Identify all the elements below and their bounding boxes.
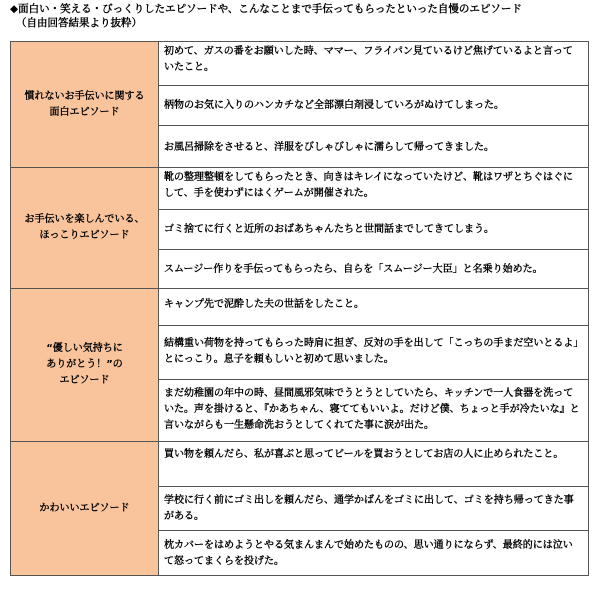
episode-text: 買い物を頼んだら、私が喜ぶと思ってビールを買おうとしてお店の人に止められたこと。 [164, 449, 564, 460]
table-row [11, 289, 589, 326]
table-row [11, 168, 589, 210]
episode-cell [159, 250, 589, 289]
episode-table [10, 41, 589, 576]
episode-text: 靴の整理整頓をしてもらったとき、向きはキレイになっていたけど、靴はワザとちぐはぐにして、手を使わずにはくゲームが開催された。 [164, 172, 573, 199]
page-subtitle: （自由回答結果より抜粋） [16, 17, 142, 29]
episode-cell [159, 326, 589, 380]
category-label-line: 面白エピソード [49, 106, 120, 118]
category-label-line: ほっこりエピソード [39, 230, 130, 241]
category-label-line: エピソード [59, 375, 110, 386]
episode-text: 結構重い荷物を持ってもらった時肩に担ぎ、反対の手を出して「こっちの手まだ空いとるよ」とにっこり。息子を頼もしいと初めて思いました。 [164, 338, 579, 365]
episode-cell [159, 210, 589, 250]
table-row [11, 442, 589, 487]
category-cell [11, 42, 159, 168]
episode-text: まだ幼稚園の年中の時、昼間風邪気味でうとうとしていたら、キッチンで一人食器を洗っていた。声を掛けると、『かあちゃん、寝ててもいいよ。だけど僕、ちょっと手が冷たいな』と言いながらも一生懸命洗おうとしてくれてた事に涙が出た。 [164, 388, 580, 431]
episode-cell [159, 531, 589, 576]
episode-text: キャンプ先で泥酔した夫の世話をしたこと。 [164, 299, 364, 310]
episode-text: 柄物のお気に入りのハンカチなど全部漂白剤浸していろがぬけてしまった。 [164, 100, 504, 111]
table-row [11, 42, 589, 86]
category-cell [11, 289, 159, 442]
episode-cell [159, 42, 589, 86]
category-label-line: お手伝いを楽しんでいる、 [24, 214, 145, 225]
category-label-line: “優しい気持ちに [46, 343, 123, 354]
category-label-line: 慣れないお手伝いに関する [24, 90, 145, 102]
episode-text: お風呂掃除をさせると、洋服をびしゃびしゃに濡らして帰ってきました。 [164, 142, 494, 153]
page-title: ◆面白い・笑える・びっくりしたエピソードや、こんなことまで手伝ってもらったといった自慢のエピソード [10, 3, 522, 15]
episode-cell [159, 380, 589, 442]
episode-text: 枕カバーをはめようとやる気まんまんで始めたものの、思い通りにならず、最終的には泣いて怒ってまくらを投げた。 [164, 540, 573, 567]
category-cell [11, 442, 159, 576]
episode-cell [159, 168, 589, 210]
episode-cell [159, 86, 589, 126]
episode-text: スムージー作りを手伝ってもらったら、自らを「スムージー大臣」と名乗り始めた。 [164, 264, 543, 275]
category-label-line: かわいいエピソード [39, 502, 130, 514]
episode-text: ゴミ捨てに行くと近所のおばあちゃんたちと世間話までしてきてしまう。 [164, 224, 494, 235]
episode-cell [159, 487, 589, 531]
episode-cell [159, 442, 589, 487]
episode-text: 学校に行く前にゴミ出しを頼んだら、通学かばんをゴミに出して、ゴミを持ち帰ってきた事がある。 [164, 495, 574, 522]
episode-cell [159, 126, 589, 168]
episode-text: 初めて、ガスの番をお願いした時、ママー、フライパン見ているけど焦げているよと言っていたこと。 [164, 46, 573, 73]
category-label-line: ありがとう！”の [46, 359, 123, 370]
category-cell [11, 168, 159, 289]
episode-cell [159, 289, 589, 326]
